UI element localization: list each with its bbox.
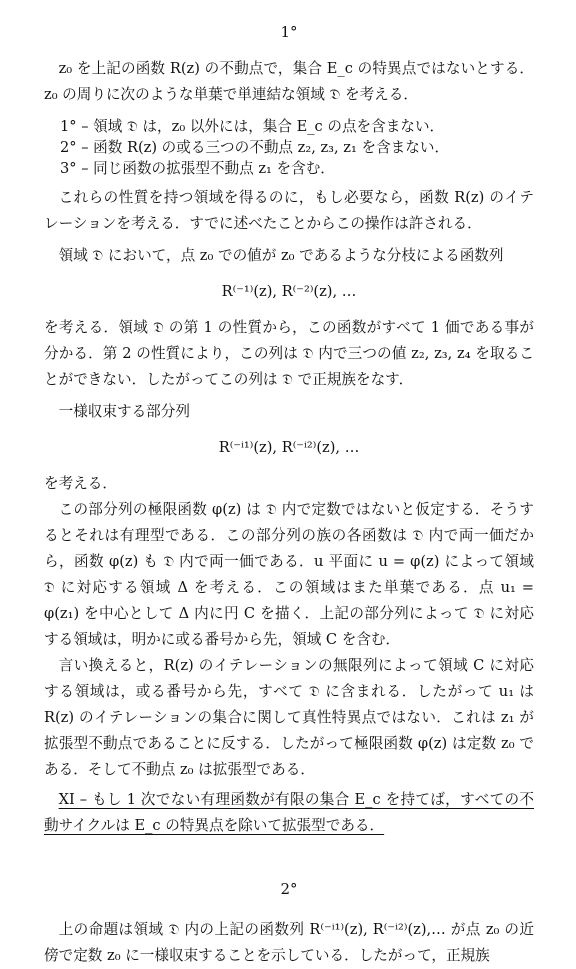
theorem-xi [44,787,534,839]
section-heading-1: 1° [280,23,298,41]
rephrase-paragraph: 言い換えると，R(z) のイテレーションの無限列によって領域 C に対応する領域は，或る番号から先，すべて 𝔇 に含まれる．したがって u₁ は R(z) のイテレーションの集合に関して真性特異点ではない．これは z₁ が拡張型不動点であることに反する．したがって極限函数 φ(z) は定数 z₀ である．そして不動点 z₀ は拡張型である． [44,657,534,778]
iteration-paragraph: これらの性質を持つ領域を得るのに，もし必要なら，函数 R(z) のイテレーションを考える．すでに述べたことからこの操作は許される． [44,189,534,232]
sequence-properties-paragraph: を考える．領域 𝔇 の第 1 の性質から，この函数がすべて 1 価である事が分かる．第 2 の性質により，この列は 𝔇 内で三つの値 z₂, z₃, z₄ を取ることができない．したがってこの列は 𝔇 で正規族をなす． [44,319,534,388]
section2-paragraph: 上の命題は領域 𝔇 内の上記の函数列 R⁽⁻ⁱ¹⁾(z), R⁽⁻ⁱ²⁾(z),… が点 z₀ の近傍で定数 z₀ に一様収束することを示している．したがって，正規族 [44,921,534,964]
condition-item: 3° – 同じ函数の拡張型不動点 z₁ を含む． [60,160,335,177]
theorem-xi-text: XI – もし 1 次でない有理函数が有限の集合 E_c を持てば，すべての不動サイクルは E_c の特異点を除いて拡張型である． [44,791,534,834]
formula-subsequence: R⁽⁻ⁱ¹⁾(z), R⁽⁻ⁱ²⁾(z), … [218,439,360,456]
condition-list [44,116,534,179]
subsequence-intro-paragraph: 一様収束する部分列 [58,403,190,420]
subsequence-consider-paragraph: を考える． [44,475,117,492]
sequence-intro-paragraph: 領域 𝔇 において，点 z₀ での値が z₀ であるような分枝による函数列 [58,247,504,264]
condition-item: 1° – 領域 𝔇 は，z₀ 以外には，集合 E_c の点を含まない． [60,118,445,135]
limit-function-paragraph: この部分列の極限函数 φ(z) は 𝔇 内で定数ではないと仮定する．そうするとそれは有理型である．この部分列の族の各函数は 𝔇 内で両一価だから，函数 φ(z) も 𝔇 内で両一価である．u 平面に u = φ(z) によって領域 𝔇 に対応する領域 Δ を考える．この領域はまた単葉である．点 u₁ = φ(z₁) を中心として Δ 内に円 C を描く．上記の部分列によって 𝔇 に対応する領域は，明かに或る番号から先，領域 C を含む． [44,501,534,648]
intro-paragraph: z₀ を上記の函数 R(z) の不動点で，集合 E_c の特異点ではないとする．z₀ の周りに次のような単葉で単連結な領域 𝔇 を考える． [44,60,534,103]
formula-sequence: R⁽⁻¹⁾(z), R⁽⁻²⁾(z), … [221,283,357,300]
condition-item: 2° – 函数 R(z) の或る三つの不動点 z₂, z₃, z₁ を含まない． [60,139,450,156]
section-heading-2: 2° [280,880,298,898]
